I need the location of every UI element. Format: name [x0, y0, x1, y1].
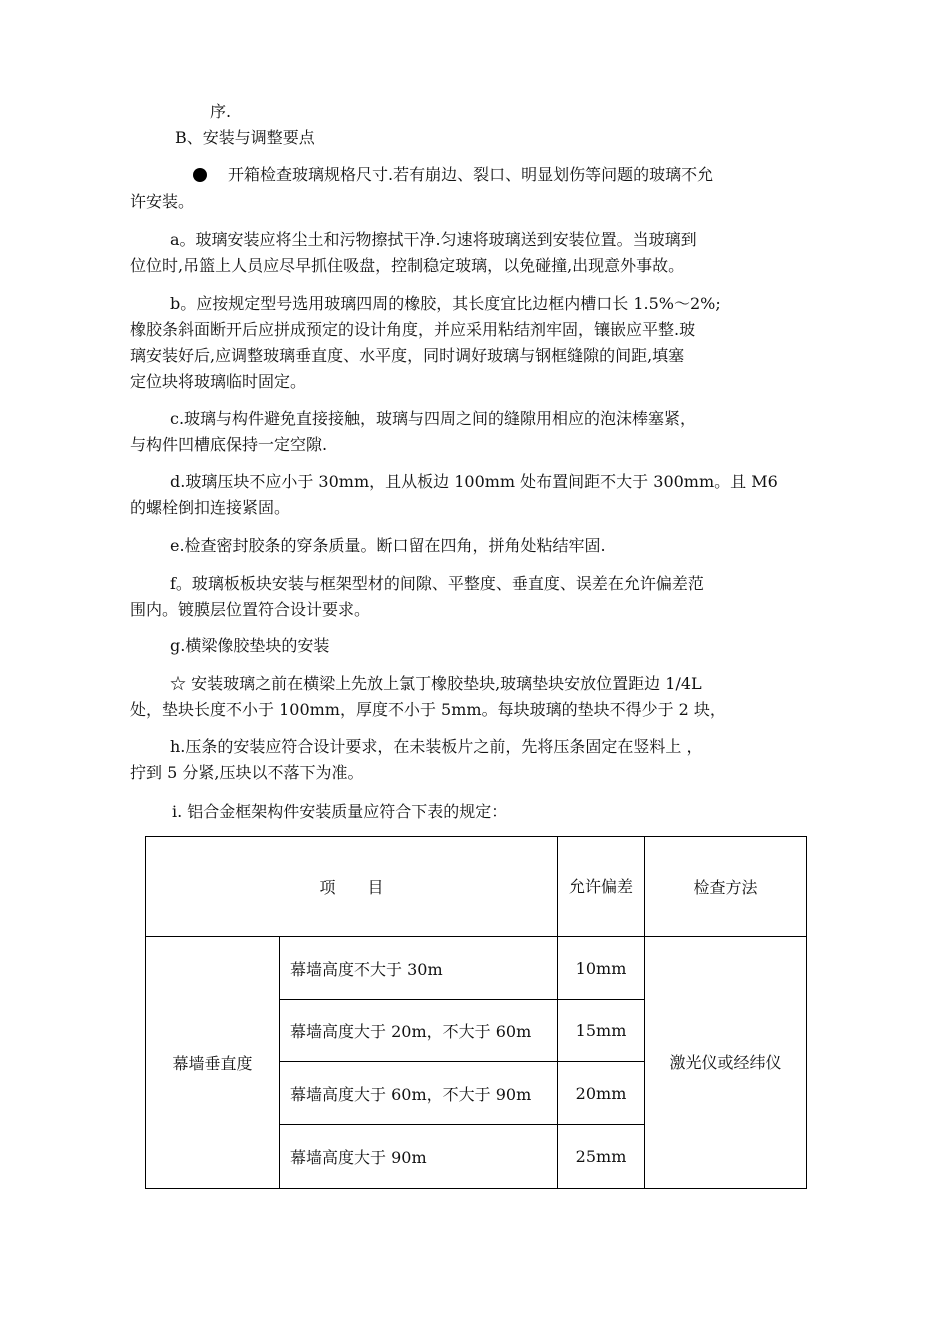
text-line: 序.	[210, 102, 232, 121]
text-line: 位位时,吊篮上人员应尽早抓住吸盘，控制稳定玻璃，以免碰撞,出现意外事故。	[130, 256, 685, 275]
text-line: 橡胶条斜面断开后应拼成预定的设计角度，并应采用粘结剂牢固，镶嵌应平整.玻	[130, 320, 696, 339]
header-method: 检查方法	[645, 837, 807, 937]
text-line: 许安装。	[130, 192, 195, 211]
section-heading: B、安装与调整要点	[175, 128, 315, 147]
text-line: 定位块将玻璃临时固定。	[130, 372, 307, 391]
text-line: 开箱检查玻璃规格尺寸.若有崩边、裂口、明显划伤等问题的玻璃不允	[228, 165, 714, 184]
tolerance-table	[145, 836, 807, 1189]
tolerance-cell: 20mm	[558, 1062, 645, 1125]
text-line: e.检查密封胶条的穿条质量。断口留在四角，拼角处粘结牢固.	[170, 536, 606, 555]
table-row	[146, 937, 807, 1000]
tolerance-cell: 15mm	[558, 1000, 645, 1062]
text-line: h.压条的安装应符合设计要求，在未装板片之前，先将压条固定在竖料上 ，	[170, 737, 703, 756]
table-header-row	[146, 837, 807, 937]
text-line: d.玻璃压块不应小于 30mm，且从板边 100mm 处布置间距不大于 300mm。且 M6	[170, 472, 778, 491]
text-line: 与构件凹槽底保持一定空隙.	[130, 435, 328, 454]
text-line: 围内。镀膜层位置符合设计要求。	[130, 600, 371, 619]
text-line: 拧到 5 分紧,压块以不落下为准。	[130, 763, 364, 782]
header-tolerance: 允许偏差	[558, 837, 645, 937]
text-line: f。玻璃板板块安装与框架型材的间隙、平整度、垂直度、误差在允许偏差范	[170, 574, 704, 593]
text-line: a。玻璃安装应将尘土和污物擦拭干净.匀速将玻璃送到安装位置。当玻璃到	[170, 230, 697, 249]
text-line: c.玻璃与构件避免直接接触，玻璃与四周之间的缝隙用相应的泡沫棒塞紧，	[170, 409, 697, 428]
text-line: ☆ 安装玻璃之前在横梁上先放上氯丁橡胶垫块,玻璃垫块安放位置距边 1/4L	[170, 674, 702, 693]
text-line: b。应按规定型号选用玻璃四周的橡胶，其长度宜比边框内槽口长 1.5%～2%;	[170, 294, 721, 313]
bullet-icon	[193, 168, 207, 182]
group-label: 幕墙垂直度	[146, 937, 280, 1189]
condition-cell: 幕墙高度大于 90m	[280, 1125, 558, 1189]
condition-cell: 幕墙高度大于 60m，不大于 90m	[280, 1062, 558, 1125]
text-line: 璃安装好后,应调整玻璃垂直度、水平度，同时调好玻璃与钢框缝隙的间距,填塞	[130, 346, 685, 365]
method-cell: 激光仪或经纬仪	[645, 937, 807, 1189]
tolerance-cell: 10mm	[558, 937, 645, 1000]
header-item: 项 目	[146, 837, 558, 937]
text-line: 的螺栓倒扣连接紧固。	[130, 498, 291, 517]
text-line: 处，垫块长度不小于 100mm，厚度不小于 5mm。每块玻璃的垫块不得少于 2 块，	[130, 700, 726, 719]
text-line: g.横梁像胶垫块的安装	[170, 636, 330, 655]
text-line: i. 铝合金框架构件安装质量应符合下表的规定：	[172, 802, 508, 821]
condition-cell: 幕墙高度大于 20m，不大于 60m	[280, 1000, 558, 1062]
condition-cell: 幕墙高度不大于 30m	[280, 937, 558, 1000]
tolerance-cell: 25mm	[558, 1125, 645, 1189]
